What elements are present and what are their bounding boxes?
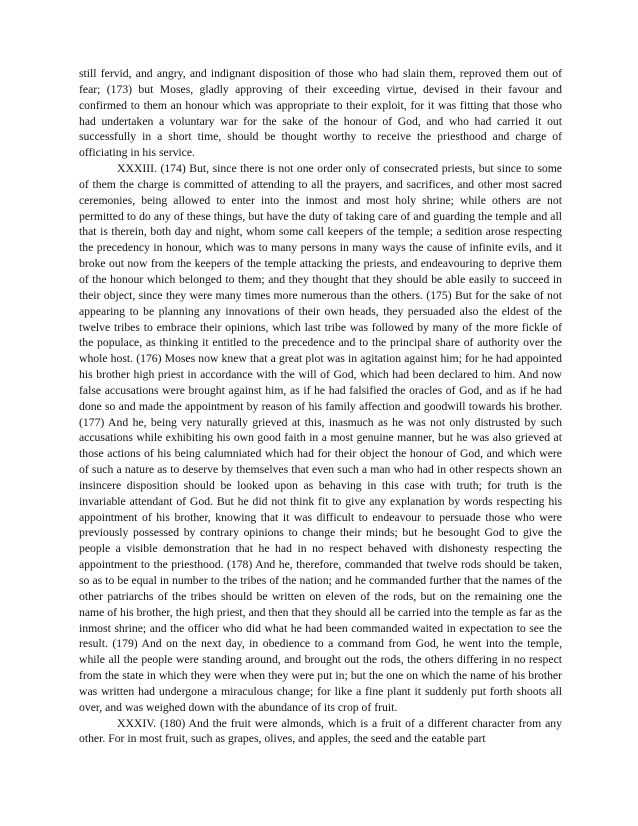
- paragraph-chapter-xxxiv: XXXIV. (180) And the fruit were almonds, which is a fruit of a different character from any other. For in most fruit, such as grapes, olives, and apples, the seed and the eatable part: [79, 716, 562, 746]
- paragraph-chapter-xxxiii: XXXIII. (174) But, since there is not one order only of consecrated priests, but since to some of them the charge is committed of attending to all the prayers, and sacrifices, and other most sacred ceremonies, being allowed to enter into the inmost and most holy shrine; while others are not permitted to do any of these things, but have the duty of taking care of and guarding the temple and all that is therein, both day and night, whom some call keepers of the temple; a sedition arose respecting the precedency in honour, which was to many persons in many ways the cause of infinite evils, and it broke out now from the keepers of the temple attacking the priests, and endeavouring to deprive them of the honour which belonged to them; and they thought that they should be able easily to succeed in their object, since they were many times more numerous than the others. (175) But for the sake of not appearing to be planning any innovations of their own heads, they persuaded also the eldest of the twelve tribes to embrace their opinions, which last tribe was followed by many of the more fickle of the populace, as thinking it entitled to the precedence and to the principal share of authority over the whole host. (176) Moses now knew that a great plot was in agitation against him; for he had appointed his brother high priest in accordance with the will of God, which had been declared to him. And now false accusations were brought against him, as if he had falsified the oracles of God, and as if he had done so and made the appointment by reason of his family affection and goodwill towards his brother. (177) And he, being very naturally grieved at this, inasmuch as he was not only distrusted by such accusations while exhibiting his own good faith in a most genuine manner, but he was also grieved at those actions of his being calumniated which had for their object the honour of God, and which were of such a nature as to deserve by themselves that even such a man who had in other respects shown an insincere disposition should be looked upon as behaving in this case with truth; for truth is the invariable attendant of God. But he did not think fit to give any explanation by words respecting his appointment of his brother, knowing that it was difficult to endeavour to persuade those who were previously possessed by contrary opinions to change their minds; but he besought God to give the people a visible demonstration that he had in no respect behaved with dishonesty respecting the appointment to the priesthood. (178) And he, therefore, commanded that twelve rods should be taken, so as to be equal in number to the tribes of the nation; and he commanded further that the names of the other patriarchs of the tribes should be written on eleven of the rods, but on the remaining one the name of his brother, the high priest, and then that they should all be carried into the temple as far as the inmost shrine; and the officer who did what he had been commanded waited in expectation to see the result. (179) And on the next day, in obedience to a command from God, he went into the temple, while all the people were standing around, and brought out the rods, the others differing in no respect from the state in which they were when they were put in; but the one on which the name of his brother was written had undergone a miraculous change; for like a fine plant it suddenly put forth shoots all over, and was weighed down with the abundance of its crop of fruit.: [79, 162, 562, 714]
- paragraph-continuation: still fervid, and angry, and indignant disposition of those who had slain them, reproved them out of fear; (173) but Moses, gladly approving of their exceeding virtue, devised in their favour and confirmed to them an honour which was appropriate to their exploit, for it was fitting that those who had undertaken a voluntary war for the sake of the honour of God, and who had carried it out successfully in a short time, should be thought worthy to receive the priesthood and charge of officiating in his service.: [79, 67, 562, 160]
- document-page: [79, 66, 562, 747]
